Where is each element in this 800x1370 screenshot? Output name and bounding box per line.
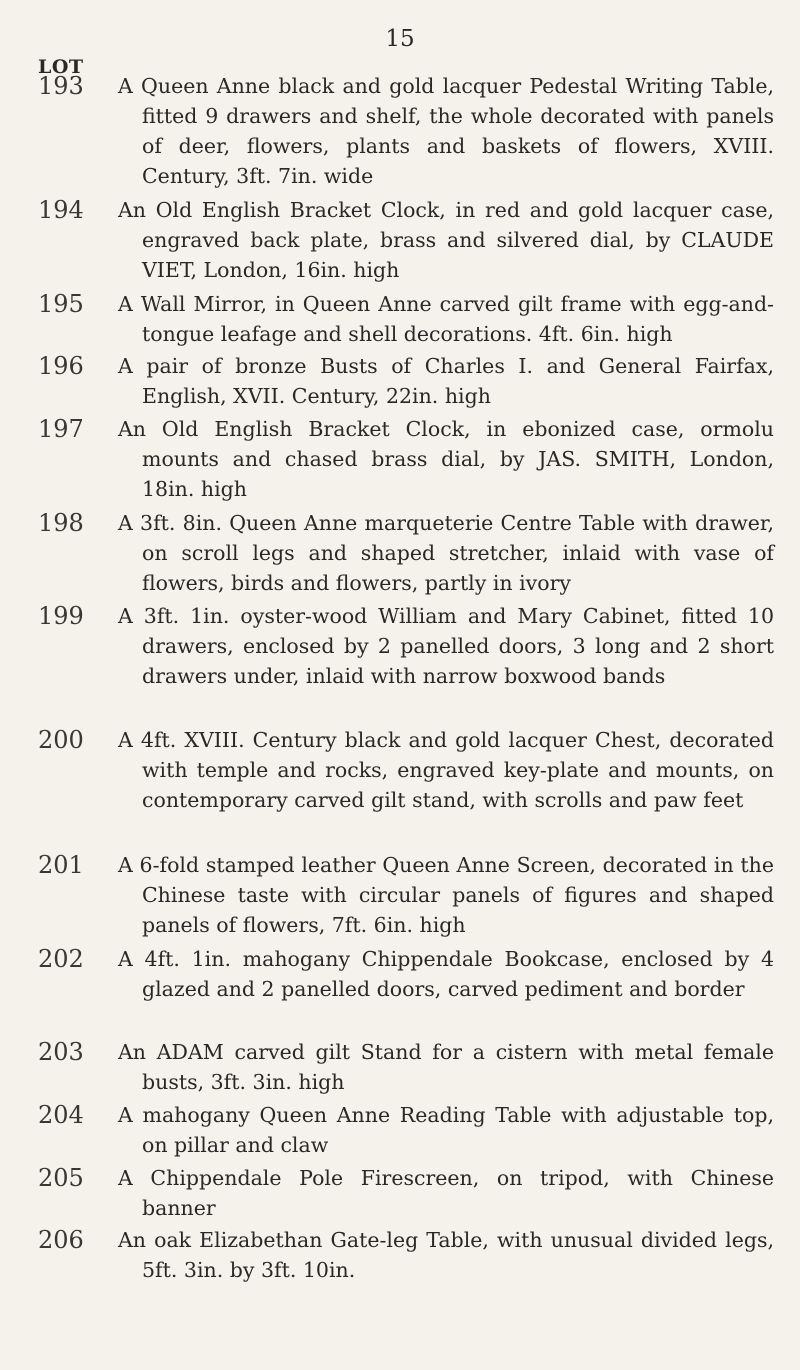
- lot-description: A Wall Mirror, in Queen Anne carved gilt frame with egg-and-tongue leafage and shell decorations. 4ft. 6in. high: [118, 292, 774, 346]
- page-number: 15: [385, 26, 415, 52]
- lot-number: 194: [38, 196, 84, 224]
- lot-description: A 4ft. XVIII. Century black and gold lacquer Chest, decorated with temple and rocks, engraved key-plate and mounts, on contemporary carved gilt stand, with scrolls and paw feet: [118, 728, 774, 812]
- lot-number: 195: [38, 290, 84, 318]
- lot-number: 201: [38, 851, 84, 879]
- lot-description: A 4ft. 1in. mahogany Chippendale Bookcase, enclosed by 4 glazed and 2 panelled doors, carved pediment and border: [118, 947, 774, 1001]
- lot-description: A 3ft. 8in. Queen Anne marqueterie Centre Table with drawer, on scroll legs and shaped stretcher, inlaid with vase of flowers, birds and flowers, partly in ivory: [118, 511, 774, 595]
- lot-number: 197: [38, 415, 84, 443]
- lot-number: 193: [38, 72, 84, 100]
- lot-description: A Chippendale Pole Firescreen, on tripod, with Chinese banner: [118, 1166, 774, 1220]
- lot-column-header: LOT: [38, 56, 84, 78]
- lot-description: A Queen Anne black and gold lacquer Pedestal Writing Table, fitted 9 drawers and shelf, the whole decorated with panels of deer, flowers, plants and baskets of flowers, XVIII. Century, 3ft. 7in. wide: [118, 74, 774, 188]
- lot-number: 202: [38, 945, 84, 973]
- lot-number: 198: [38, 509, 84, 537]
- lot-number: 206: [38, 1226, 84, 1254]
- lot-number: 203: [38, 1038, 84, 1066]
- lot-description: A mahogany Queen Anne Reading Table with adjustable top, on pillar and claw: [118, 1103, 774, 1157]
- lot-description: A pair of bronze Busts of Charles I. and General Fairfax, English, XVII. Century, 22in. high: [118, 354, 774, 408]
- lot-number: 205: [38, 1164, 84, 1192]
- lot-description: A 3ft. 1in. oyster-wood William and Mary Cabinet, fitted 10 drawers, enclosed by 2 panelled doors, 3 long and 2 short drawers under, inlaid with narrow boxwood bands: [118, 604, 774, 688]
- lot-description: A 6-fold stamped leather Queen Anne Screen, decorated in the Chinese taste with circular panels of figures and shaped panels of flowers, 7ft. 6in. high: [118, 853, 774, 937]
- lot-description: An oak Elizabethan Gate-leg Table, with unusual divided legs, 5ft. 3in. by 3ft. 10in.: [118, 1228, 774, 1282]
- lot-description: An Old English Bracket Clock, in red and gold lacquer case, engraved back plate, brass and silvered dial, by CLAUDE VIET, London, 16in. high: [118, 198, 774, 282]
- lot-description: An Old English Bracket Clock, in ebonized case, ormolu mounts and chased brass dial, by JAS. SMITH, London, 18in. high: [118, 417, 774, 501]
- lot-number: 200: [38, 726, 84, 754]
- lot-number: 204: [38, 1101, 84, 1129]
- lot-description: An ADAM carved gilt Stand for a cistern with metal female busts, 3ft. 3in. high: [118, 1040, 774, 1094]
- lot-number: 196: [38, 352, 84, 380]
- lot-number: 199: [38, 602, 84, 630]
